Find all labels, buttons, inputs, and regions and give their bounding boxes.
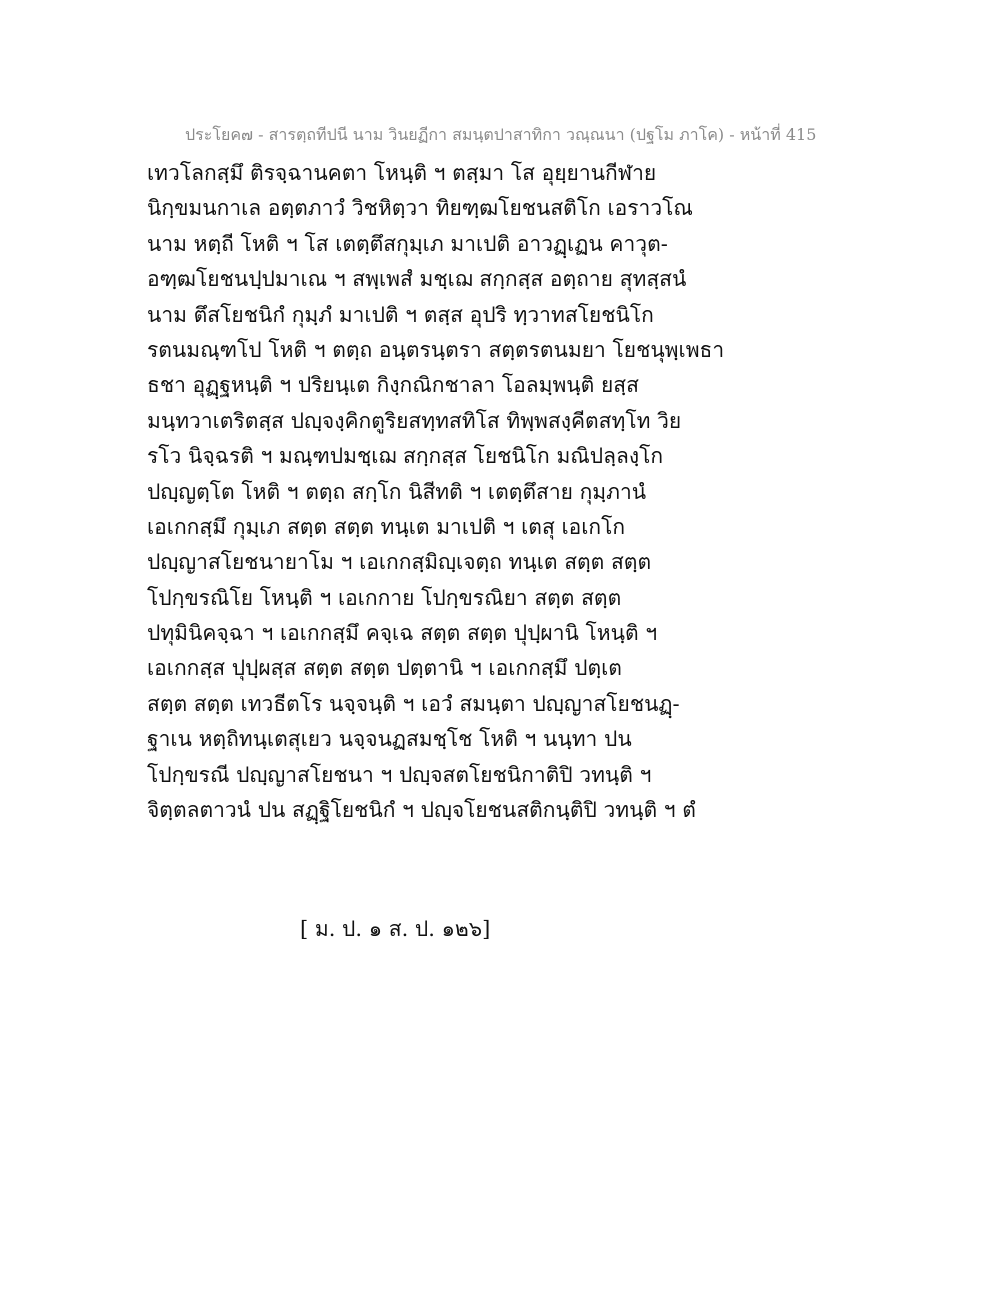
text-line: เทวโลกสฺมึ ติรจฺฉานคตา โหนฺติ ฯ ตสฺมา โส อุยฺยานกีฬาย (147, 161, 657, 185)
text-line: ปญฺญตฺโต โหติ ฯ ตตฺถ สกฺโก นิสีทติ ฯ เตตฺตึสาย กุมฺภานํ (147, 479, 647, 504)
text-line: นาม ตึสโยชนิกํ กุมฺภํ มาเปติ ฯ ตสฺส อุปริ ทฺวาทสโยชนิโก (147, 302, 654, 327)
text-line: โปกฺขรณิโย โหนฺติ ฯ เอเกกาย โปกฺขรณิยา สตฺต สตฺต (147, 585, 622, 610)
text-line: ปญฺญาสโยชนายาโม ฯ เอเกกสฺมิญฺเจตฺถ ทนฺเต สตฺต สตฺต (147, 550, 652, 575)
text-line: รตนมณฺฑโป โหติ ฯ ตตฺถ อนฺตรนฺตรา สตฺตรตนมยา โยชนุพฺเพธา (147, 337, 725, 362)
text-line: นิกฺขมนกาเล อตฺตภาวํ วิชหิตฺวา ทิยฑฺฒโยชนสติโก เอราวโณ (147, 196, 693, 221)
text-line: ฐาเน หตฺถิทนฺเตสุเยว นจฺจนฏสมชฺโช โหติ ฯ นนฺทา ปน (147, 727, 632, 752)
text-line: เอเกกสฺมึ กุมฺเภ สตฺต สตฺต ทนฺเต มาเปติ ฯ เตสุ เอเกโก (147, 514, 626, 539)
text-line: จิตฺตลตาวนํ ปน สฏฺฐิโยชนิกํ ฯ ปญฺจโยชนสติกนฺติปิ วทนฺติ ฯ ตํ (147, 798, 696, 823)
text-line: มนฺทวาเตริตสฺส ปญฺจงฺคิกตูริยสทฺทสทิโส ทิพฺพสงฺคีตสทฺโท วิย (147, 408, 682, 433)
text-line: นาม หตฺถี โหติ ฯ โส เตตฺตึสกุมฺเภ มาเปติ อาวฏฺเฏน คาวุต- (147, 231, 668, 256)
text-line: ปทุมินิคจฺฉา ฯ เอเกกสฺมึ คจฺเฉ สตฺต สตฺต ปุปฺผานิ โหนฺติ ฯ (147, 621, 658, 646)
text-line: เอเกกสฺส ปุปฺผสฺส สตฺต สตฺต ปตฺตานิ ฯ เอเกกสฺมึ ปตฺเต (147, 656, 622, 681)
text-line: ธชา อุฏฺฐหนฺติ ฯ ปริยนฺเต กิงฺกณิกชาลา โอลมฺพนฺติ ยสฺส (147, 373, 639, 398)
text-line: อฑฺฒโยชนปฺปมาเณ ฯ สพฺเพสํ มชฺเฌ สกฺกสฺส อตฺถาย สุทสฺสนํ (147, 267, 687, 292)
text-line: สตฺต สตฺต เทวธีตโร นจฺจนฺติ ฯ เอวํ สมนฺตา ปญฺญาสโยชนฏฺ- (147, 691, 680, 716)
text-line: โปกฺขรณี ปญฺญาสโยชนา ฯ ปญฺจสตโยชนิกาติปิ วทนฺติ ฯ (147, 762, 652, 787)
running-header: ประโยค๗ - สารตฺถทีปนี นาม วินยฏีกา สมนฺตปาสาทิกา วณฺณนา (ปฐโม ภาโค) - หน้าที่ 415 (185, 125, 817, 144)
text-line: รโว นิจฺฉรติ ฯ มณฺฑปมชฺเฌ สกฺกสฺส โยชนิโก มณิปลฺลงฺโก (147, 444, 664, 469)
source-reference: [ ม. ป. ๑ ส. ป. ๑๒๖] (300, 917, 491, 941)
body-text (147, 156, 967, 828)
